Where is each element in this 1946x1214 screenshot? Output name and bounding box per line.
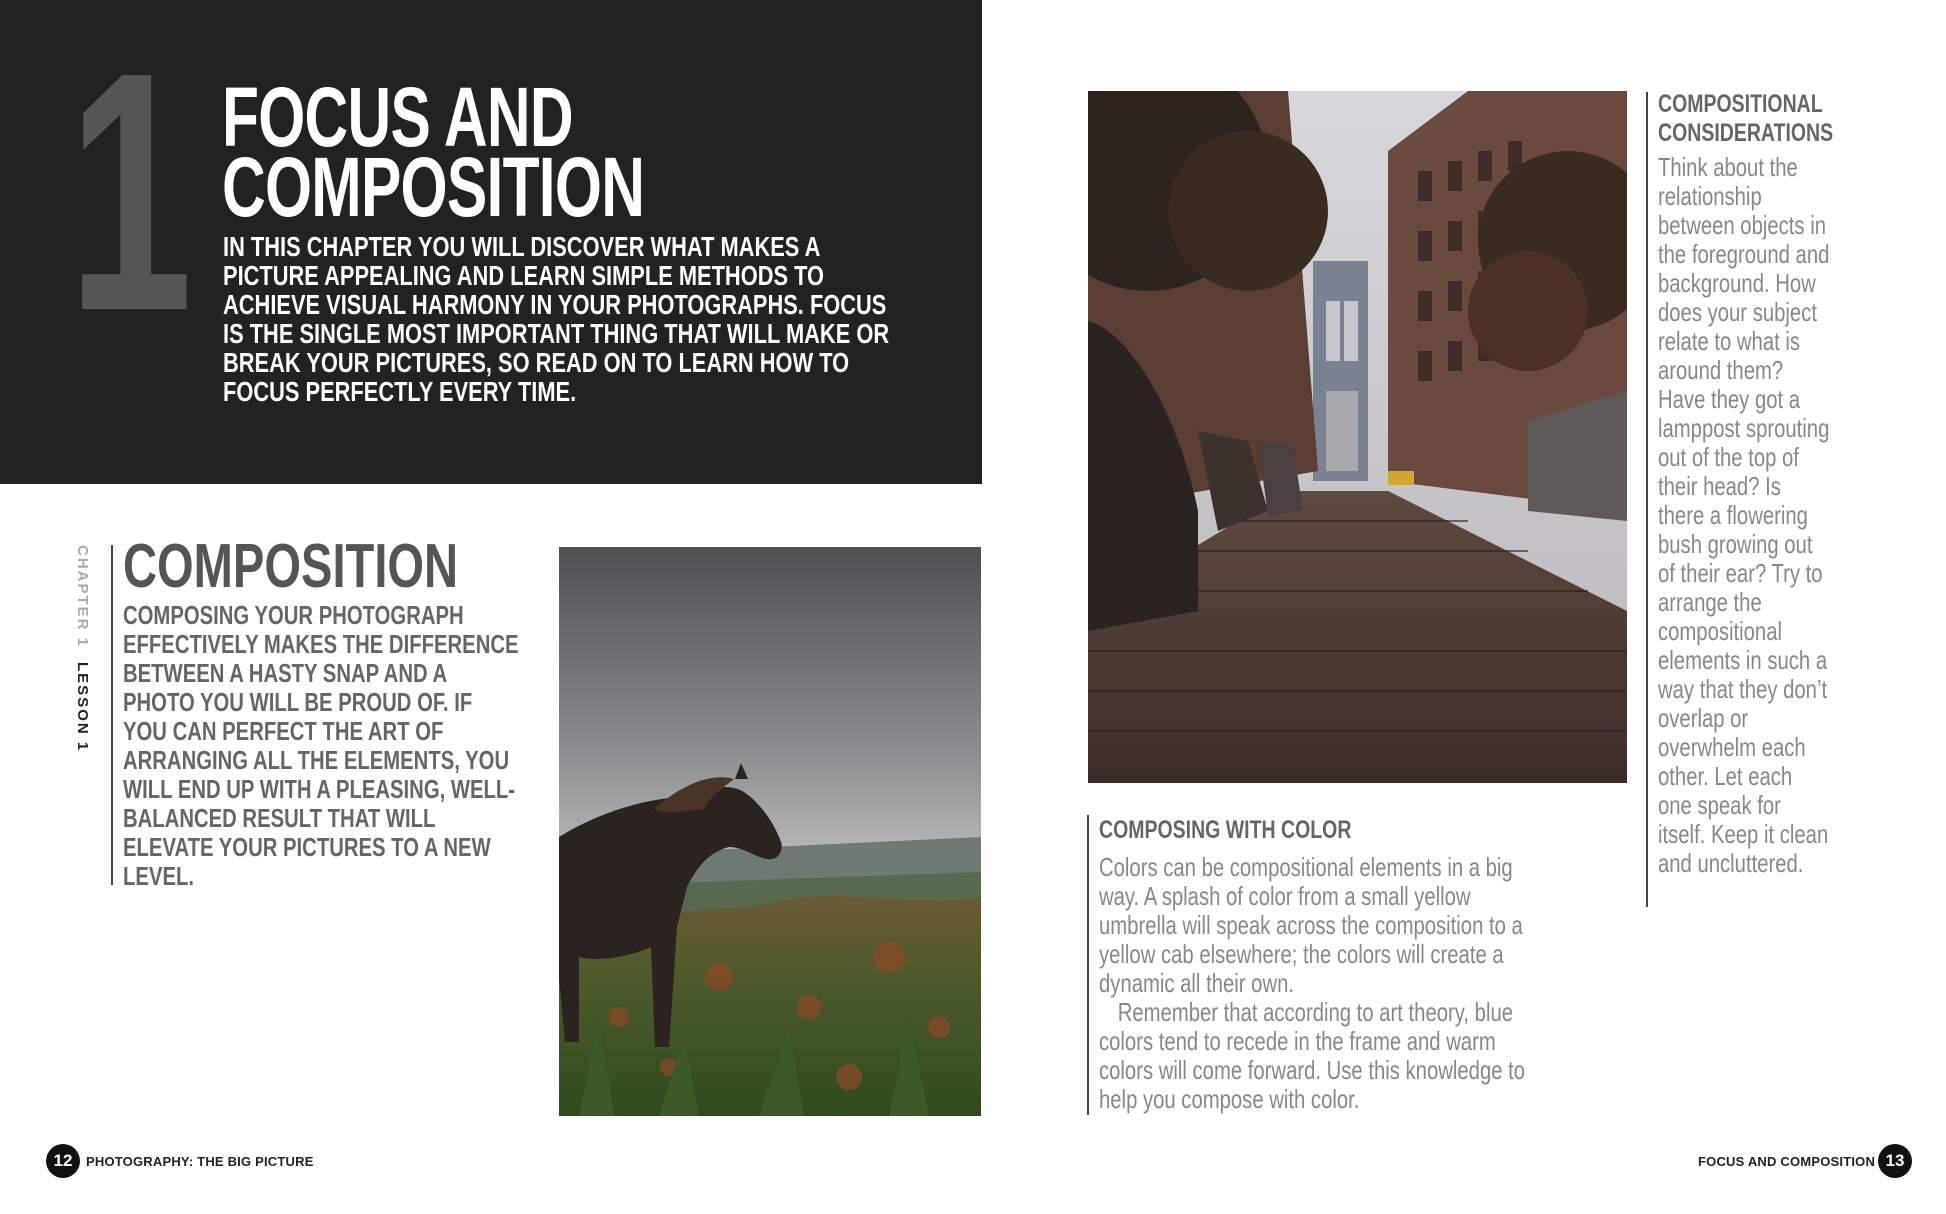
considerations-rule (1646, 92, 1648, 907)
chapter-number: 1 (68, 2, 193, 382)
considerations-body: Think about the relationship between objects in the foreground and background. How does your subject relate to what is around them? Have they got a lamppost sprouting out of the top of their head? Is there a flowering bush growing out of their ear? Try to arrange the compositional elements in such a way that they don’t overlap or overwhelm each other. Let each one speak for itself. Keep it clean and uncluttered. (1658, 152, 1830, 878)
lesson-side-tab (74, 545, 91, 752)
chapter-title-line-1: FOCUS AND (222, 70, 573, 164)
page-number-right: 13 (1878, 1144, 1912, 1178)
chapter-banner (0, 0, 982, 484)
lesson-intro: COMPOSING YOUR PHOTOGRAPH EFFECTIVELY MAKES THE DIFFERENCE BETWEEN A HASTY SNAP AND A PHOTO YOU WILL BE PROUD OF. IF YOU CAN PERFECT THE ART OF ARRANGING ALL THE ELEMENTS, YOU WILL END UP WITH A PLEASING, WELL-BALANCED RESULT THAT WILL ELEVATE YOUR PICTURES TO A NEW LEVEL. (123, 600, 519, 891)
composing-color-paragraph-1: Colors can be compositional elements in a big way. A splash of color from a small yellow umbrella will speak across the composition to a yellow cab elsewhere; the colors will create a dynamic all their own. (1099, 852, 1523, 998)
chapter-title-line-2: COMPOSITION (222, 140, 645, 234)
composing-color-heading: COMPOSING WITH COLOR (1099, 816, 1352, 844)
side-tab-lesson: LESSON 1 (74, 662, 91, 753)
chapter-title (222, 70, 808, 234)
page-number-left: 12 (46, 1144, 80, 1178)
lesson-rule (111, 545, 113, 885)
considerations-heading (1658, 90, 1883, 148)
considerations-heading-line-2: CONSIDERATIONS (1658, 119, 1834, 147)
street-photo (1088, 91, 1627, 783)
lesson-title: COMPOSITION (123, 532, 459, 601)
horse-photo (559, 547, 981, 1116)
considerations-heading-line-1: COMPOSITIONAL (1658, 90, 1823, 118)
running-head-right: FOCUS AND COMPOSITION (1698, 1154, 1876, 1169)
side-tab-chapter: CHAPTER 1 (74, 545, 91, 649)
chapter-intro: IN THIS CHAPTER YOU WILL DISCOVER WHAT MAKES A PICTURE APPEALING AND LEARN SIMPLE METHODS TO ACHIEVE VISUAL HARMONY IN YOUR PHOTOGRAPHS. FOCUS IS THE SINGLE MOST IMPORTANT THING THAT WILL MAKE OR BREAK YOUR PICTURES, SO READ ON TO LEARN HOW TO FOCUS PERFECTLY EVERY TIME. (223, 231, 890, 407)
running-head-left: PHOTOGRAPHY: THE BIG PICTURE (86, 1154, 314, 1169)
composing-color-body (1099, 853, 1526, 1114)
color-rule (1087, 815, 1089, 1115)
composing-color-paragraph-2: Remember that according to art theory, blue colors tend to recede in the frame and warm colors will come forward. Use this knowledge to help you compose with color. (1099, 997, 1526, 1114)
